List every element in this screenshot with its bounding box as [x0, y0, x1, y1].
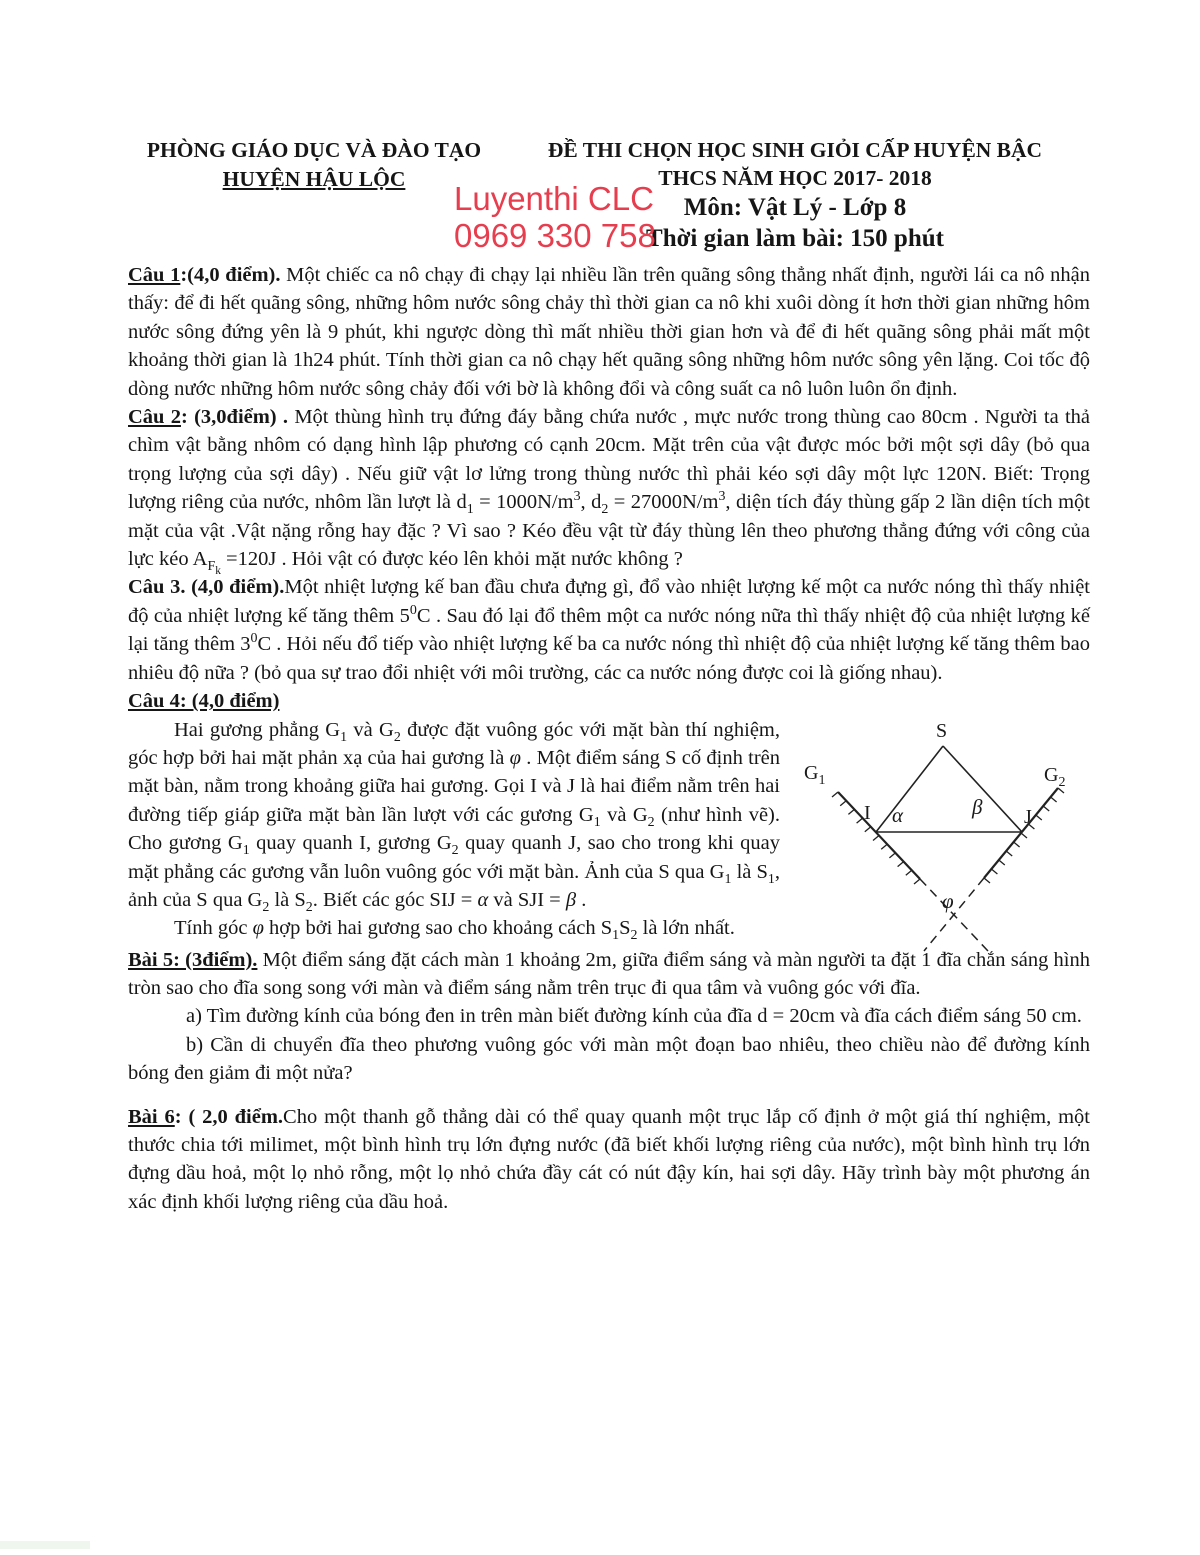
- question-3: Câu 3. (4,0 điểm).Một nhiệt lượng kế ban đầu chưa đựng gì, đổ vào nhiệt lượng kế một ca nước nóng thì thấy nhiệt độ của nhiệt lượng kế tăng thêm $5^0C$ . Sau đó lại đổ thêm một ca nước nóng nữa thì thấy nhiệt độ của nhiệt lượng kế lại tăng thêm $3^0C$ . Hỏi nếu đổ tiếp vào nhiệt lượng kế ba ca nước nóng thì nhiệt độ của nhiệt lượng kế tăng thêm bao nhiêu độ nữa ? (bỏ qua sự trao đổi nhiệt với môi trường, các ca nước nóng được coi là giống nhau).: [128, 576, 1090, 684]
- figure-label-i: I: [864, 801, 871, 824]
- question-2: Câu 2: (3,0điểm) . Một thùng hình trụ đứng đáy bằng chứa nước , mực nước trong thùng cao 80cm . Người ta thả chìm vật bằng nhôm có dạng hình lập phương có cạnh 20cm. Mặt trên của vật được móc bởi một sợi dây (bỏ qua trọng lượng của sợi dây) . Nếu giữ vật lơ lửng trong thùng nước thì phải kéo sợi dây một lực 120N. Biết: Trọng lượng riêng của nước, nhôm lần lượt là $d_1 = 1000N/m^3$, $d_2 = 27000N/m^3$, diện tích đáy thùng gấp 2 lần diện tích một mặt của vật .Vật nặng rỗng hay đặc ? Vì sao ? Kéo đều vật từ đáy thùng lên theo phương thẳng đứng với công của lực kéo $A_{F_k} =120J$ . Hỏi vật có được kéo lên khỏi mặt nước không ?: [128, 406, 1090, 577]
- figure-label-alpha: α: [892, 802, 904, 827]
- mirror-g1-hatching: [832, 792, 920, 884]
- scan-artifact: [0, 1541, 90, 1549]
- question-5b: b) Cần di chuyển đĩa theo phương vuông góc với màn một đoạn bao nhiêu, theo chiều nào để đường kính bóng đen giảm đi một nửa?: [128, 1033, 1090, 1085]
- figure-label-s: S: [936, 719, 948, 742]
- watermark-phone: 0969 330 758: [454, 217, 656, 254]
- issuing-authority-block: [128, 136, 500, 194]
- exam-subject-line: Môn: Vật Lý - Lớp 8: [683, 194, 907, 221]
- question-5a: a) Tìm đường kính của bóng đen in trên màn biết đường kính của đĩa d = 20cm và đĩa cách điểm sáng 50 cm.: [186, 1005, 1082, 1028]
- question-4-body: Hai gương phẳng $G_1$ và $G_2$ được đặt vuông góc với mặt bàn thí nghiệm, góc hợp bởi hai mặt phản xạ của hai gương là φ . Một điểm sáng S cố định trên mặt bàn, nằm trong khoảng giữa hai gương. Gọi I và J là hai điểm nằm trên hai đường tiếp giáp giữa mặt bàn lần lượt với các gương $G_1$ và $G_2$ (như hình vẽ). Cho gương $G_1$ quay quanh I, gương $G_2$ quay quanh J, sao cho trong khi quay mặt phẳng các gương vẫn luôn vuông góc với mặt bàn. Ảnh của S qua $G_1$ là $S_1$, ảnh của S qua $G_2$ là $S_2$. Biết các góc SIJ = α và SJI = β .: [128, 718, 780, 916]
- question-4-body-block: [128, 716, 1090, 946]
- watermark: [454, 180, 656, 254]
- mirror-g2-extension-dashed: [924, 878, 984, 951]
- optics-figure-drawing: [788, 718, 1090, 958]
- question-6: Bài 6: ( 2,0 điểm.Cho một thanh gỗ thẳng dài có thể quay quanh một trục lắp cố định ở một giá thí nghiệm, một thước chia tới milimet, một bình hình trụ lớn đựng nước (đã biết khối lượng riêng của nước), một bình hình trụ lớn đựng dầu hoả, một lọ nhỏ rỗng, một lọ nhỏ chứa đầy cát có nút đậy kín, hai sợi dây. Hãy trình bày một phương án xác định khối lượng riêng của dầu hoả.: [128, 1105, 1090, 1213]
- question-1: Câu 1:(4,0 điểm). Một chiếc ca nô chạy đi chạy lại nhiều lần trên quãng sông thẳng nhất định, người lái ca nô nhận thấy: để đi hết quãng sông, những hôm nước sông chảy thì thời gian ca nô khi xuôi dòng ít hơn thời gian những hôm nước sông đứng yên là 9 phút, khi ngược dòng thì mất nhiều thời gian hơn và để đi hết quãng sông phải mất một khoảng thời gian là 1h24 phút. Tính thời gian ca nô chạy hết quãng sông những hôm nước sông yên lặng. Coi tốc độ dòng nước những hôm nước sông chảy đối với bờ là không đổi và công suất ca nô luôn luôn ổn định.: [128, 264, 1090, 400]
- page-content: [128, 136, 1090, 1216]
- mirror-g2-hatching: [984, 788, 1064, 883]
- figure-label-g2: $G_2$: [1044, 763, 1066, 790]
- exam-title-line2: THCS NĂM HỌC 2017- 2018: [658, 166, 932, 190]
- figure-label-beta: β: [972, 794, 983, 819]
- question-5: Bài 5: (3điểm). Một điểm sáng đặt cách màn 1 khoảng 2m, giữa điểm sáng và màn người ta đặt 1 đĩa chắn sáng hình tròn sao cho đĩa song song với màn và điểm sáng nằm trên trục đi qua tâm và vuông góc với đĩa.: [128, 948, 1090, 999]
- exam-title-line1: ĐỀ THI CHỌN HỌC SINH GIỎI CẤP HUYỆN BẬC: [547, 138, 1043, 162]
- figure-label-j: J: [1024, 805, 1032, 828]
- question-list: [128, 261, 1090, 1216]
- district-line: HUYỆN HẬU LỘC: [222, 167, 406, 191]
- question-4-tail: Tính góc φ hợp bởi hai gương sao cho khoảng cách $S_1S_2$ là lớn nhất.: [174, 917, 735, 944]
- watermark-name: Luyenthi CLC: [454, 180, 654, 217]
- figure-label-phi: φ: [942, 888, 954, 913]
- optics-figure: [788, 718, 1090, 946]
- question-4-heading: Câu 4: (4,0 điểm): [128, 690, 280, 713]
- figure-label-g1: $G_1$: [804, 761, 826, 788]
- exam-duration-line: Thời gian làm bài: 150 phút: [646, 225, 944, 252]
- authority-line: PHÒNG GIÁO DỤC VÀ ĐÀO TẠO: [146, 138, 482, 162]
